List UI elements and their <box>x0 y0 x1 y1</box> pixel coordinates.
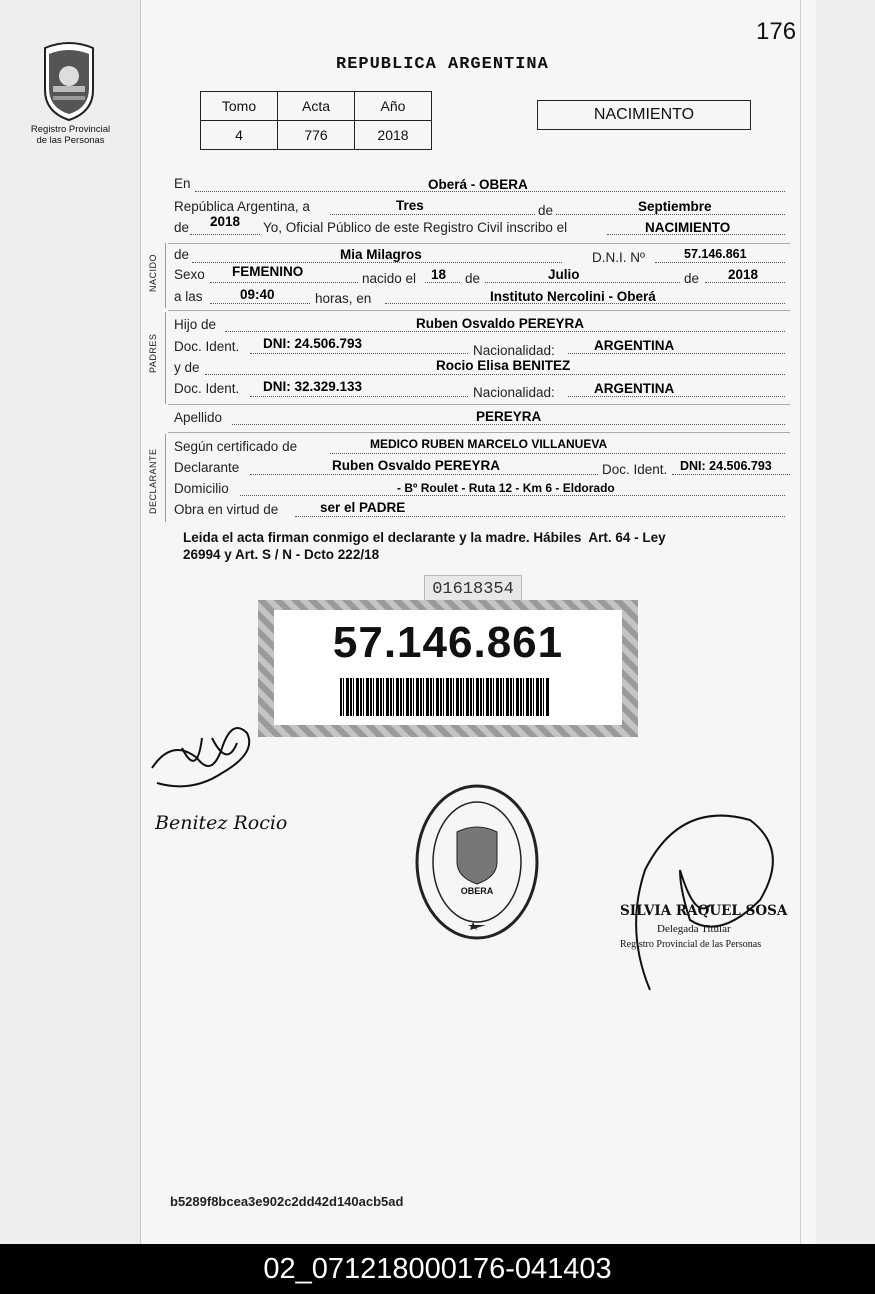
de-label: de <box>538 203 554 218</box>
y-de-label: y de <box>174 360 200 375</box>
dia-value: Tres <box>396 198 424 213</box>
dotted-line <box>655 262 785 263</box>
padres-side-label: PADRES <box>148 333 158 373</box>
domicilio-value: - Bº Roulet - Ruta 12 - Km 6 - Eldorado <box>397 481 615 495</box>
republica-label: República Argentina, a <box>174 199 310 214</box>
dotted-line <box>210 282 358 283</box>
tomo-acta-table <box>200 91 432 150</box>
declarante-doc-value: DNI: 24.506.793 <box>680 459 772 473</box>
section-divider <box>165 434 166 522</box>
document-title: REPUBLICA ARGENTINA <box>336 55 549 74</box>
nacido-mes-value: Julio <box>548 267 580 282</box>
cert-label: Según certificado de <box>174 439 298 454</box>
apellido-label: Apellido <box>174 410 223 425</box>
dotted-line <box>232 424 785 425</box>
dni-value: 57.146.861 <box>684 247 747 261</box>
dotted-line <box>225 331 785 332</box>
dotted-line <box>485 282 680 283</box>
official-role: Delegada Titular <box>657 923 731 935</box>
nacido-el-label: nacido el <box>362 271 417 286</box>
madre-nac-value: ARGENTINA <box>594 381 675 396</box>
nacido-anio-value: 2018 <box>728 267 759 282</box>
madre-doc-value: DNI: 32.329.133 <box>263 379 363 394</box>
dotted-line <box>250 353 468 354</box>
province-emblem <box>35 38 103 122</box>
madre-nac-label: Nacionalidad: <box>473 385 555 400</box>
closing-statement-line2: 26994 y Art. S / N - Dcto 222/18 <box>183 547 380 562</box>
anio-value: 2018 <box>210 214 241 229</box>
inscribo-value: NACIMIENTO <box>645 220 731 235</box>
document-hash: b5289f8bcea3e902c2dd42d140acb5ad <box>170 1194 404 1209</box>
seal-city: OBERA <box>460 886 494 896</box>
dotted-line <box>330 214 535 215</box>
dotted-line <box>250 474 598 475</box>
dotted-line <box>425 282 460 283</box>
declarante-value: Ruben Osvaldo PEREYRA <box>332 458 501 473</box>
sexo-label: Sexo <box>174 267 205 282</box>
page-number: 176 <box>756 18 797 45</box>
declarante-label: Declarante <box>174 460 240 475</box>
dotted-line <box>705 282 785 283</box>
hora-value: 09:40 <box>240 287 275 302</box>
dotted-line <box>556 214 785 215</box>
dotted-line <box>330 453 785 454</box>
declarante-signature <box>142 708 262 803</box>
horas-en-label: horas, en <box>315 291 372 306</box>
footer-id-bar: 02_071218000176-041403 <box>0 1244 875 1294</box>
dotted-line <box>672 474 790 475</box>
nombre-value: Mia Milagros <box>340 247 422 262</box>
section-rule <box>168 432 790 433</box>
domicilio-label: Domicilio <box>174 481 229 496</box>
dotted-line <box>295 516 785 517</box>
serial-number: 01618354 <box>424 575 522 605</box>
en-value: Oberá - OBERA <box>428 177 528 192</box>
nacido-side-label: NACIDO <box>148 253 158 292</box>
section-rule <box>168 243 790 244</box>
tomo-value: 4 <box>201 121 278 150</box>
nacido-de-label3: de <box>684 271 700 286</box>
sheet-edge <box>800 0 801 1244</box>
dotted-line <box>240 495 785 496</box>
dotted-line <box>190 234 260 235</box>
acta-value: 776 <box>278 121 355 150</box>
section-divider <box>165 243 166 308</box>
closing-statement <box>183 529 783 563</box>
declarante-doc-label: Doc. Ident. <box>602 462 668 477</box>
obra-value: ser el PADRE <box>320 500 406 515</box>
official-office: Registro Provincial de las Personas <box>620 939 762 950</box>
nacido-de-label: de <box>174 247 190 262</box>
sexo-value: FEMENINO <box>232 264 304 279</box>
registry-caption <box>18 124 123 146</box>
anio-label: Año <box>355 92 432 121</box>
sticker-inner <box>274 610 622 725</box>
obra-label: Obra en virtud de <box>174 502 279 517</box>
sticker-number: 57.146.861 <box>332 618 564 667</box>
dotted-line <box>568 353 785 354</box>
dotted-line <box>192 262 562 263</box>
closing-statement-line1: Leida el acta firman conmigo el declarante y la madre. Hábiles Art. 64 - Ley <box>183 530 666 545</box>
lugar-value: Instituto Nercolini - Oberá <box>490 289 656 304</box>
oficial-text: Yo, Oficial Público de este Registro Civil inscribo el <box>263 220 568 235</box>
madre-signature: Benitez Rocio <box>155 812 288 834</box>
en-label: En <box>174 176 191 191</box>
alas-label: a las <box>174 289 203 304</box>
dotted-line <box>205 374 785 375</box>
dni-label: D.N.I. Nº <box>592 250 645 265</box>
de2-label: de <box>174 220 190 235</box>
padre-doc-value: DNI: 24.506.793 <box>263 336 363 351</box>
hijo-de-label: Hijo de <box>174 317 217 332</box>
acta-label: Acta <box>278 92 355 121</box>
dni-sticker <box>258 600 638 737</box>
barcode <box>340 678 550 716</box>
dotted-line <box>210 303 310 304</box>
nacido-dia-value: 18 <box>431 267 447 282</box>
section-divider <box>165 312 166 404</box>
apellido-value: PEREYRA <box>476 409 542 424</box>
act-type-box: NACIMIENTO <box>537 100 751 130</box>
cert-value: MEDICO RUBEN MARCELO VILLANUEVA <box>370 437 608 451</box>
padre-nac-value: ARGENTINA <box>594 338 675 353</box>
madre-doc-label: Doc. Ident. <box>174 381 240 396</box>
dotted-line <box>568 396 785 397</box>
padre-nac-label: Nacionalidad: <box>473 343 555 358</box>
madre-value: Rocio Elisa BENITEZ <box>436 358 571 373</box>
section-rule <box>168 310 790 311</box>
mes-value: Septiembre <box>638 199 712 214</box>
section-rule <box>168 404 790 405</box>
nacido-de-label2: de <box>465 271 481 286</box>
tomo-label: Tomo <box>201 92 278 121</box>
anio-value: 2018 <box>355 121 432 150</box>
padre-value: Ruben Osvaldo PEREYRA <box>416 316 585 331</box>
padre-doc-label: Doc. Ident. <box>174 339 240 354</box>
dotted-line <box>250 396 468 397</box>
registry-caption-line1: Registro Provincial <box>30 124 111 135</box>
registry-caption-line2: de las Personas <box>36 135 105 146</box>
official-name: SILVIA RAQUEL SOSA <box>620 903 788 919</box>
seal-text-layer <box>412 782 542 942</box>
declarante-side-label: DECLARANTE <box>148 448 158 514</box>
